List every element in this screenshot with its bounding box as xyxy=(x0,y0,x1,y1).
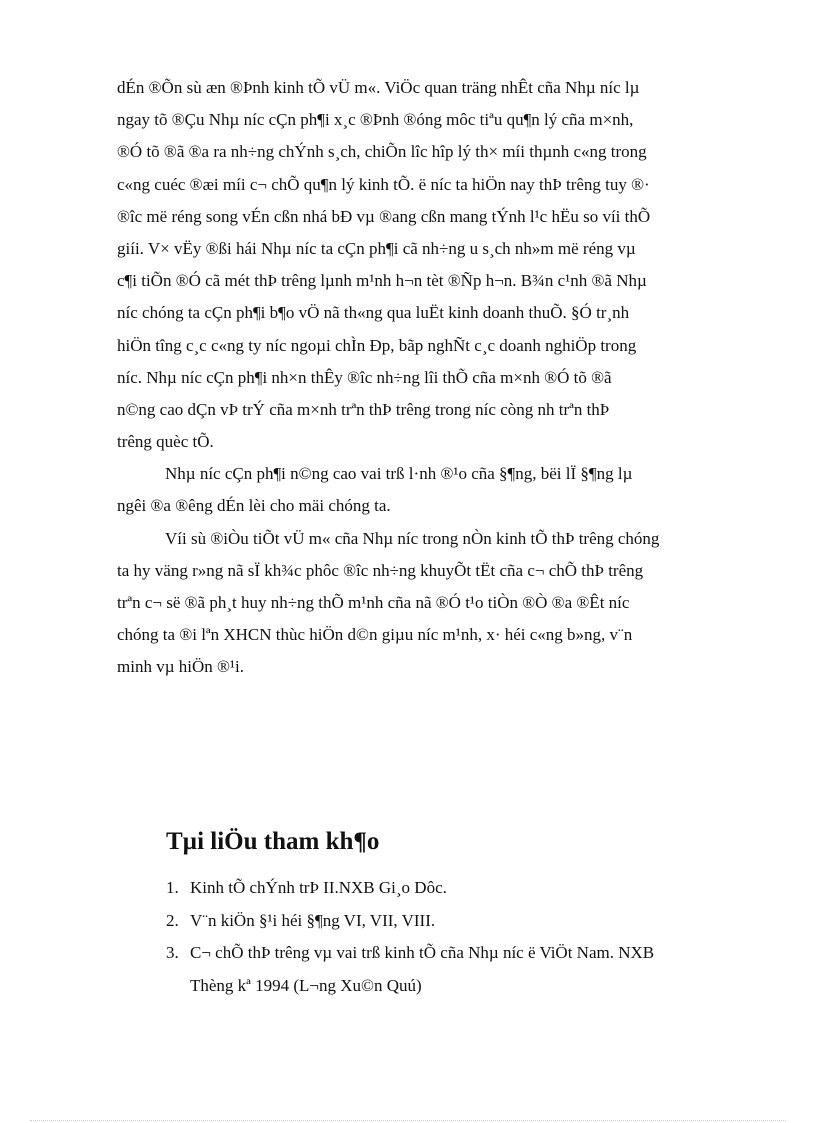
text-line: ®Ó tõ ®ã ®a ra nh÷ng chÝnh s¸ch, chiÕn lîc hîp lý th× míi thµnh c«ng trong xyxy=(117,142,647,162)
reference-item xyxy=(166,937,746,970)
paragraph-first-line: Nhµ níc cÇn ph¶i n©ng cao vai trß l·nh ®¹o cña §¶ng, bëi lÏ §¶ng lµ xyxy=(165,464,633,484)
text-line: ngay tõ ®Çu Nhµ níc cÇn ph¶i x¸c ®Þnh ®óng môc tiªu qu¶n lý cña m×nh, xyxy=(117,110,634,130)
text-line: ta hy väng r»ng nã sÏ kh¾c phôc ®îc nh÷ng khuyÕt tËt cña c¬ chÕ thÞ trêng xyxy=(117,560,644,580)
text-line: c«ng cuéc ®æi míi c¬ chÕ qu¶n lý kinh tÕ. ë níc ta hiÖn nay thÞ trêng tuy ®· xyxy=(117,174,650,194)
text-line: níc chóng ta cÇn ph¶i b¶o vÖ nã th«ng qua luËt kinh doanh thuÕ. §Ó tr¸nh xyxy=(117,303,630,323)
reference-text: V¨n kiÖn §¹i héi §¶ng VI, VII, VIII. xyxy=(190,910,436,930)
reference-number: 3. xyxy=(166,943,179,962)
reference-continuation: Thèng kª 1994 (L¬ng Xu©n Quú) xyxy=(190,975,422,995)
reference-item xyxy=(166,872,746,905)
text-line: dÉn ®Õn sù æn ®Þnh kinh tÕ vÜ m«. ViÖc quan träng nhÊt cña Nhµ níc lµ xyxy=(117,78,640,97)
text-line: trêng quèc tÕ. xyxy=(117,432,214,452)
references-heading: Tµi liÖu tham kh¶o xyxy=(166,828,380,855)
page-bottom-rule xyxy=(30,1120,786,1121)
body-text xyxy=(117,72,742,684)
paragraph-first-line: Víi sù ®iÒu tiÕt vÜ m« cña Nhµ níc trong nÒn kinh tÕ thÞ trêng chóng xyxy=(165,528,660,548)
reference-number: 1. xyxy=(166,878,179,897)
references-list xyxy=(166,872,746,1002)
reference-item xyxy=(166,905,746,938)
text-line: ®îc më réng song vÉn cßn nhá bÐ vµ ®ang cßn mang tÝnh l¹c hËu so víi thÕ xyxy=(117,206,651,226)
text-line: ngêi ®a ®êng dÉn lèi cho mäi chóng ta. xyxy=(117,496,391,516)
text-line: hiÖn tîng c¸c c«ng ty níc ngoµi chÌn Ðp, bãp nghÑt c¸c doanh nghiÖp trong xyxy=(117,335,637,355)
text-line: c¶i tiÕn ®Ó cã mét thÞ trêng lµnh m¹nh h¬n tèt ®Ñp h¬n. B¾n c¹nh ®ã Nhµ xyxy=(117,271,647,291)
reference-text: C¬ chÕ thÞ trêng vµ vai trß kinh tÕ cña Nhµ níc ë ViÖt Nam. NXB xyxy=(190,943,655,962)
text-line: trªn c¬ së ®ã ph¸t huy nh÷ng thÕ m¹nh cña nã ®Ó t¹o tiÒn ®Ò ®a ®Êt níc xyxy=(117,593,630,612)
reference-text: Kinh tÕ chÝnh trÞ II.NXB Gi¸o Dôc. xyxy=(190,878,447,897)
text-line: n©ng cao dÇn vÞ trÝ cña m×nh trªn thÞ trêng trong níc còng nh trªn thÞ xyxy=(117,399,610,419)
text-line: minh vµ hiÖn ®¹i. xyxy=(117,657,244,677)
reference-number: 2. xyxy=(166,910,179,930)
text-line: níc. Nhµ níc cÇn ph¶i nh×n thÊy ®îc nh÷ng lîi thÕ cña m×nh ®Ó tõ ®ã xyxy=(117,367,612,387)
text-line: chóng ta ®i lªn XHCN thùc hiÖn d©n giµu níc m¹nh, x· héi c«ng b»ng, v¨n xyxy=(117,625,633,645)
text-line: giíi. V× vËy ®ßi hái Nhµ níc ta cÇn ph¶i cã nh÷ng u s¸ch nh»m më réng vµ xyxy=(117,238,636,258)
